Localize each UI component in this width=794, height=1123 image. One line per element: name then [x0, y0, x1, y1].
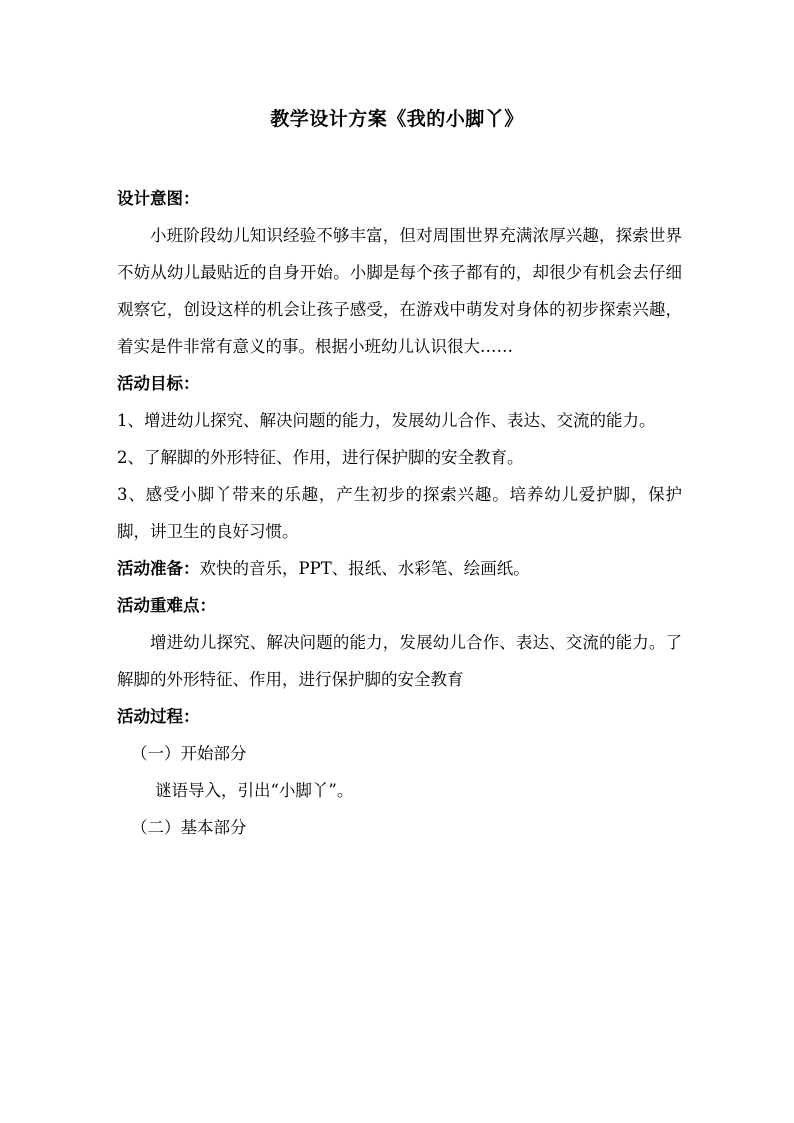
document-body — [117, 180, 682, 846]
preparation-line — [117, 550, 682, 587]
process-part1-title: （一）开始部分 — [131, 744, 247, 763]
process-part1-body: 谜语导入，引出“小脚丫”。 — [155, 781, 354, 800]
preparation-heading: 活动准备： — [117, 559, 200, 578]
document-title: 教学设计方案《我的小脚丫》 — [270, 108, 524, 130]
key-points-paragraph: 增进幼儿探究、解决问题的能力，发展幼儿合作、表达、交流的能力。了解脚的外形特征、作用，进行保护脚的安全教育 — [117, 633, 682, 689]
design-intent-paragraph: 小班阶段幼儿知识经验不够丰富，但对周围世界充满浓厚兴趣，探索世界不妨从幼儿最贴近的自身开始。小脚是每个孩子都有的，却很少有机会去仔细观察它，创设这样的机会让孩子感受，在游戏中萌发对身体的初步探索兴趣，着实是件非常有意义的事。根据小班幼儿认识很大…… — [117, 226, 682, 356]
preparation-text: 欢快的音乐，PPT、报纸、水彩笔、绘画纸。 — [199, 559, 530, 578]
process-heading: 活动过程： — [117, 707, 200, 726]
goal-item-1: 1、增进幼儿探究、解决问题的能力，发展幼儿合作、表达、交流的能力。 — [117, 411, 656, 430]
key-points-heading: 活动重难点： — [117, 596, 216, 615]
goals-heading: 活动目标： — [117, 374, 200, 393]
design-intent-heading: 设计意图： — [117, 189, 200, 208]
process-part2-title: （二）基本部分 — [131, 818, 247, 837]
goal-item-3: 3、感受小脚丫带来的乐趣，产生初步的探索兴趣。培养幼儿爱护脚，保护脚，讲卫生的良好习惯。 — [117, 485, 682, 541]
goal-item-2: 2、了解脚的外形特征、作用，进行保护脚的安全教育。 — [117, 448, 524, 467]
